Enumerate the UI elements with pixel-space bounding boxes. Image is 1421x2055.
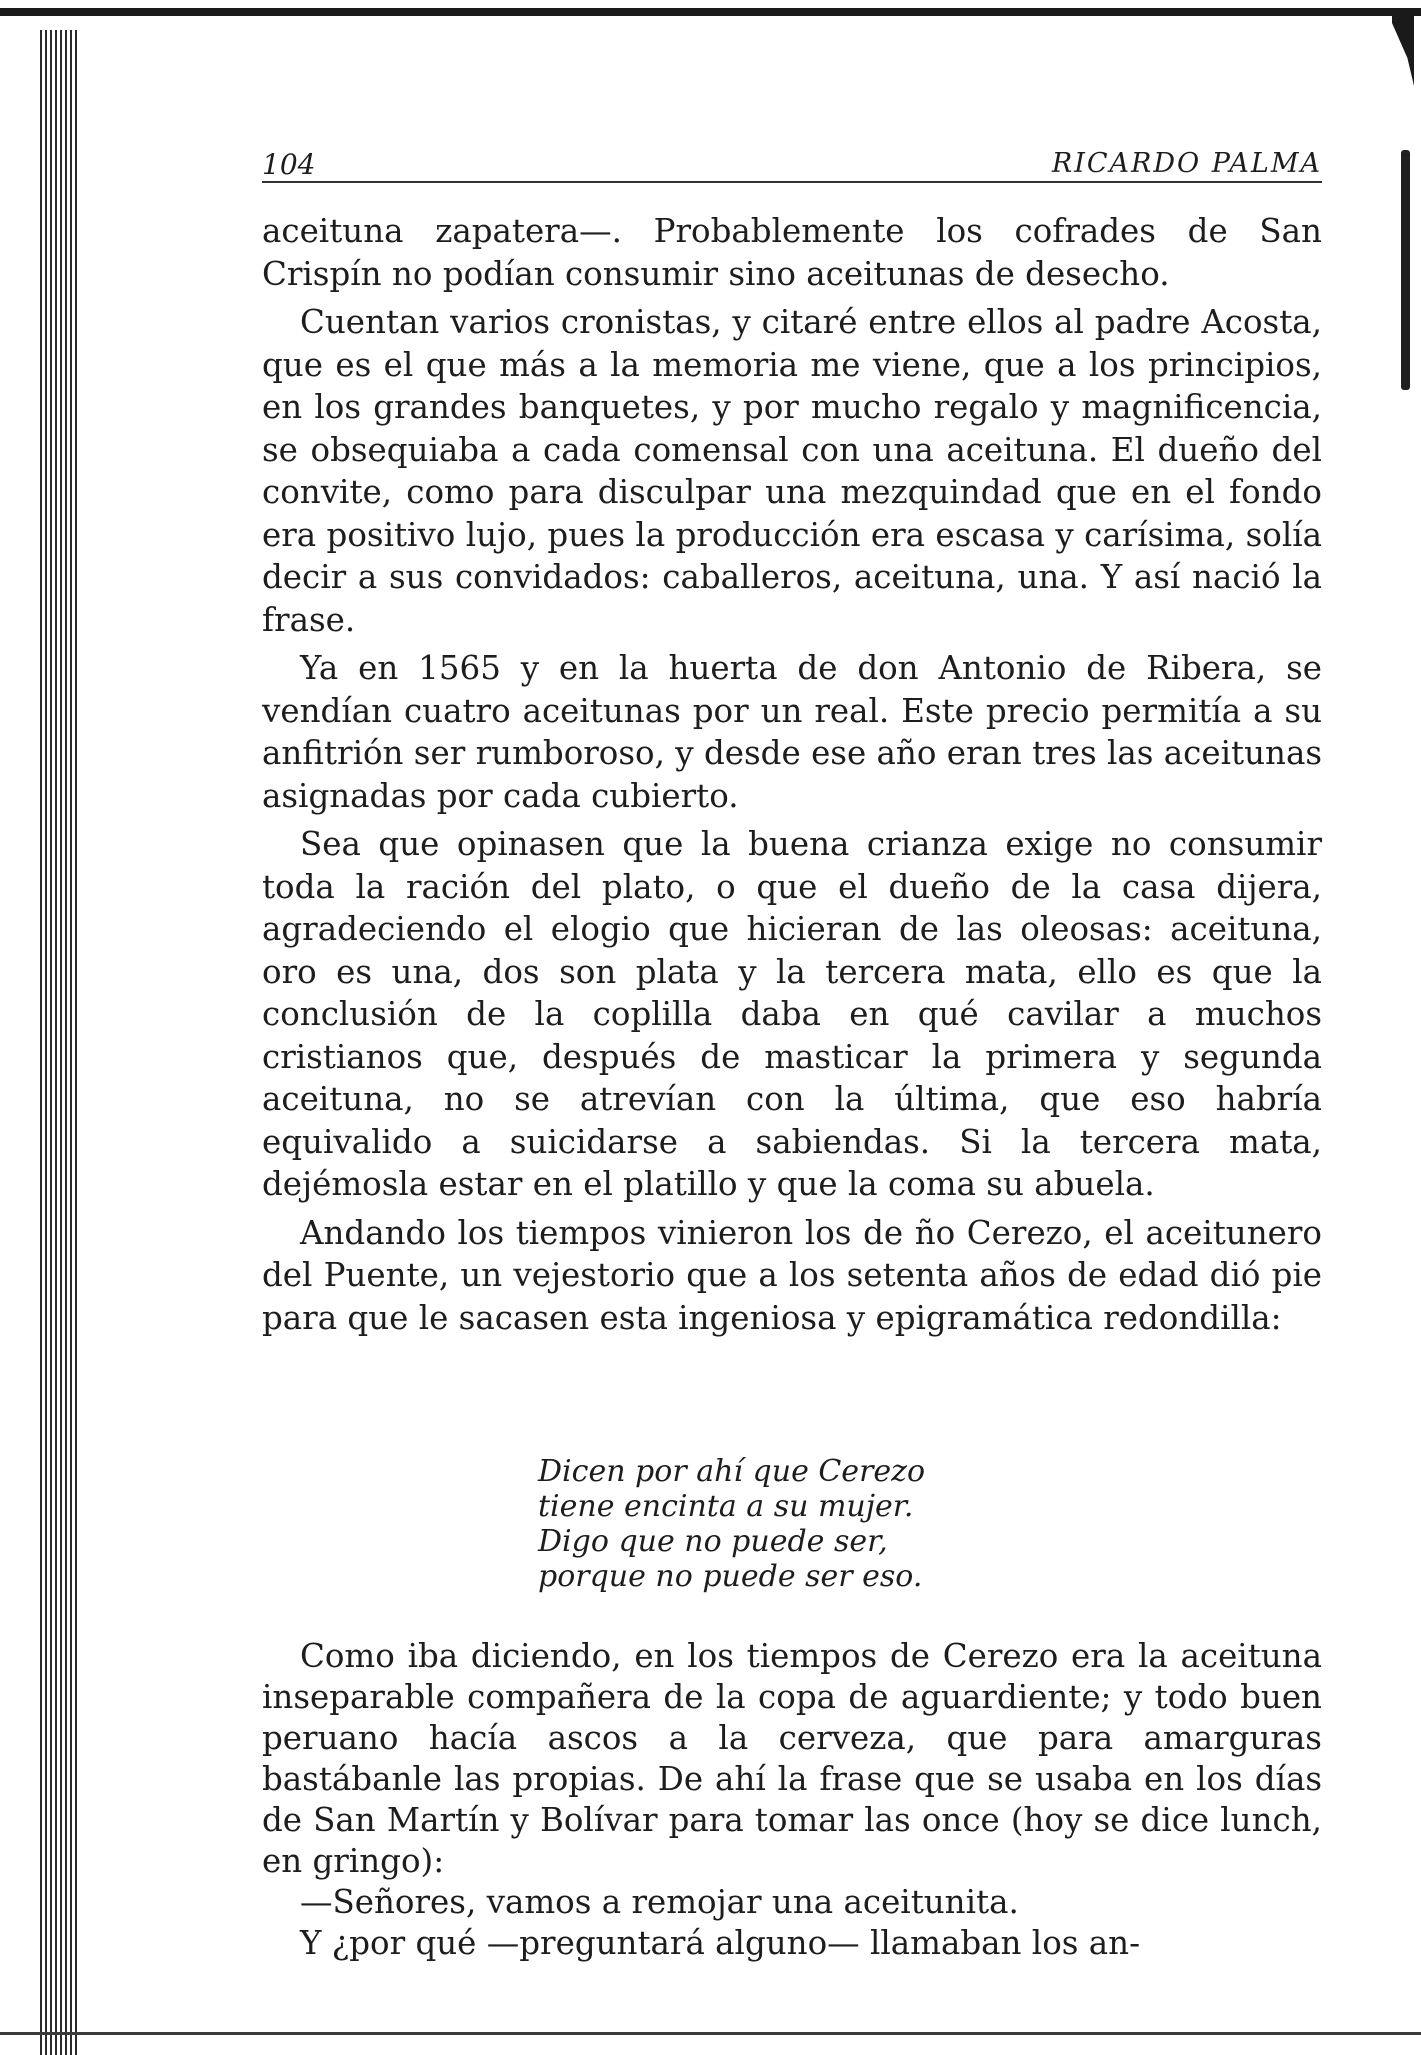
- header-rule: [262, 181, 1322, 183]
- book-binding-edge: [38, 30, 82, 2055]
- verse-line: Digo que no puede ser,: [538, 1524, 888, 1559]
- paragraph: —Señores, vamos a remojar una aceitunita.: [300, 1883, 1019, 1921]
- paragraph: Cuentan varios cronistas, y citaré entre ellos al padre Acosta, que es el que más a la memoria me viene, que a los principios, en los grandes banquetes, y por mucho regalo y magnificencia, se obsequiaba a cada comensal con una aceituna. El dueño del convite, como para disculpar una mezquindad que en el fondo era positivo lujo, pues la producción era escasa y carísima, solía decir a sus convidados: caballeros, aceituna, una. Y así nació la frase.: [262, 303, 1322, 639]
- scan-bottom-rule: [0, 2032, 1421, 2035]
- verse-line: tiene encinta a su mujer.: [538, 1489, 914, 1524]
- scan-right-margin-bar: [1401, 150, 1410, 390]
- paragraph: Como iba diciendo, en los tiempos de Cerezo era la aceituna inseparable compañera de la copa de aguardiente; y todo buen peruano hacía ascos a la cerveza, que para amarguras bastábanle las propias. De ahí la frase que se usaba en los días de San Martín y Bolívar para tomar las once (hoy se dice lunch, en gringo):: [262, 1637, 1322, 1880]
- running-title: RICARDO PALMA: [1051, 148, 1322, 179]
- scan-corner-mark: [1392, 16, 1414, 86]
- paragraph: Ya en 1565 y en la huerta de don Antonio de Ribera, se vendían cuatro aceitunas por un real. Este precio permitía a su anfitrión ser rumboroso, y desde ese año eran tres las aceitunas asignadas por cada cubierto.: [262, 649, 1322, 815]
- paragraph: Andando los tiempos vinieron los de ño Cerezo, el aceitunero del Puente, un vejestorio que a los setenta años de edad dió pie para que le sacasen esta ingeniosa y epigramática redondilla:: [262, 1213, 1322, 1337]
- body-text-top: [262, 210, 1322, 1339]
- paragraph: Y ¿por qué —preguntará alguno— llamaban los an-: [300, 1924, 1141, 1962]
- paragraph: aceituna zapatera—. Probablemente los cofrades de San Crispín no podían consumir sino aceitunas de desecho.: [262, 212, 1322, 293]
- scan-top-rule: [0, 8, 1421, 16]
- verse-line: porque no puede ser eso.: [538, 1559, 923, 1594]
- body-text-bottom: [262, 1636, 1322, 1964]
- verse-line: Dicen por ahí que Cerezo: [538, 1454, 926, 1489]
- redondilla-verse: [538, 1454, 925, 1594]
- paragraph: Sea que opinasen que la buena crianza exige no consumir toda la ración del plato, o que el dueño de la casa dijera, agradeciendo el elogio que hicieran de las oleosas: aceituna, oro es una, dos son plata y la tercera mata, ello es que la conclusión de la coplilla daba en qué cavilar a muchos cristianos que, después de masticar la primera y segunda aceituna, no se atrevían con la última, que eso habría equivalido a suicidarse a sabiendas. Si la tercera mata, dejémosla estar en el platillo y que la coma su abuela.: [262, 825, 1322, 1203]
- page-number: 104: [262, 148, 316, 181]
- running-header: [262, 148, 1322, 182]
